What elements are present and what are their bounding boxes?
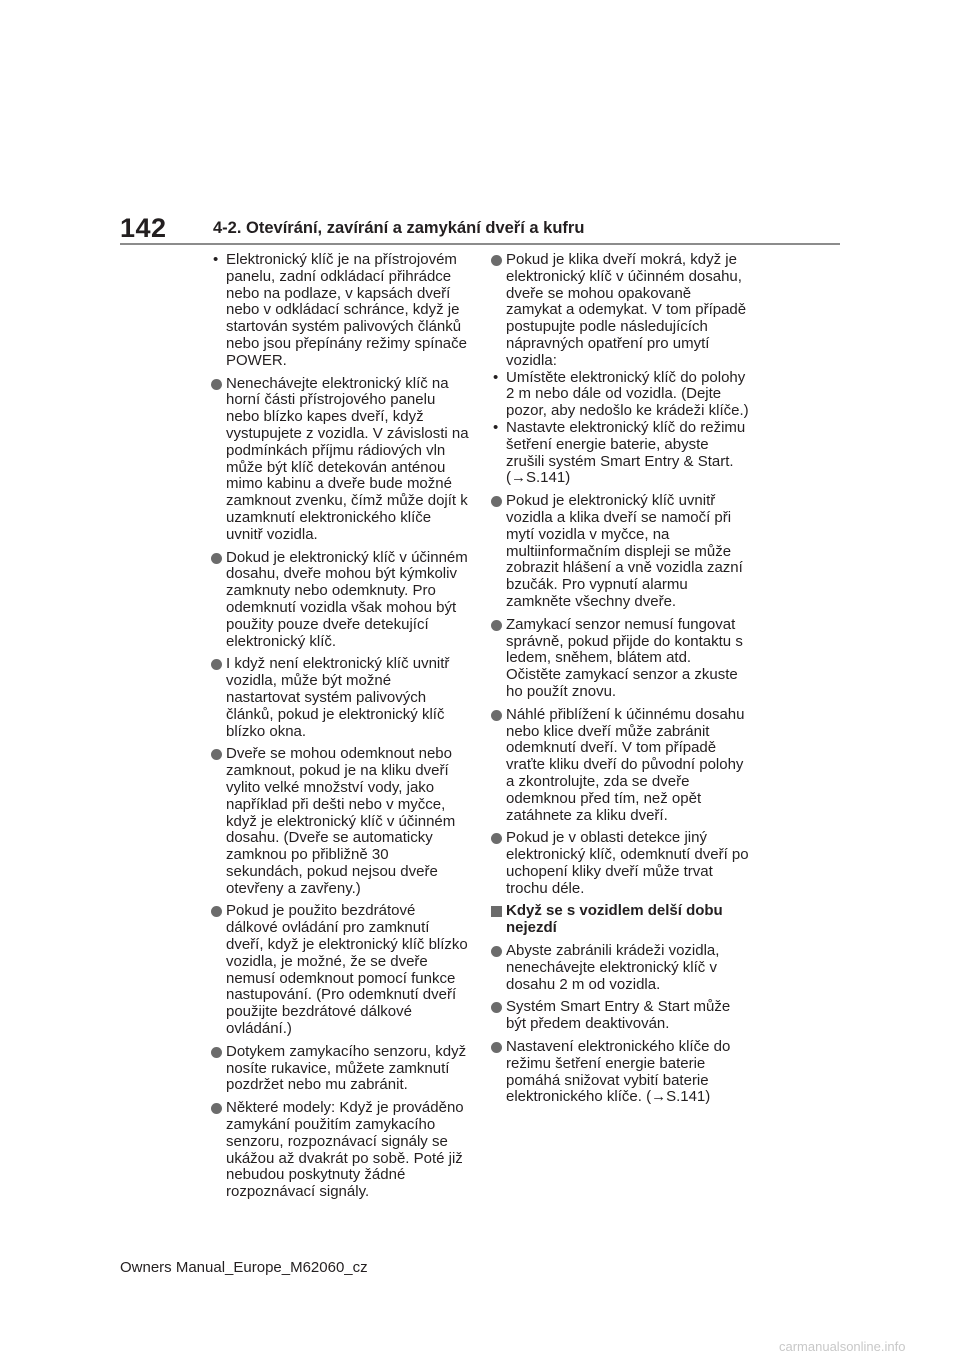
list-item-text: Pokud je použito bezdrátové dálkové ovládání pro zamknutí dveří, když je elektronický klíč blízko vozidla, je možné, že se dveře nemusí odemknout pomocí funkce nastupování. (Pro odemknutí dveří použijte bezdrátové dálkové ovládání.) — [226, 902, 468, 1038]
sub-item-text: Nastavte elektronický klíč do režimu šetření energie baterie, abyste zrušili systém Smart Entry & Start. (→S.141) — [506, 418, 746, 487]
list-item-text: Dotykem zamykacího senzoru, když nosíte rukavice, můžete zamknutí pozdržet nebo mu zabránit. — [226, 1042, 467, 1094]
bullet-dot-icon — [211, 553, 222, 564]
right-column — [491, 252, 749, 1112]
intro-sub-text: Elektronický klíč je na přístrojovém panelu, zadní odkládací přihrádce nebo na podlaze, v kapsách dveří nebo v odkládací schránce, když je startován systém palivových článků nebo jsou přepínány režimy spínače POWER. — [226, 251, 467, 369]
bullet-dot-icon — [491, 620, 502, 631]
bullet-dot-icon — [211, 906, 222, 917]
list-item — [491, 830, 749, 897]
list-item-text: Dveře se mohou odemknout nebo zamknout, pokud je na kliku dveří vylito velké množství vody, jako například při dešti nebo v myčce, když je elektronický klíč v účinném dosahu. (Dveře se automaticky zamknou po přibližně 30 sekundách, pokud nejsou dveře otevřeny a zavřeny.) — [226, 745, 456, 897]
list-item-text: Některé modely: Když je prováděno zamykání použitím zamykacího senzoru, rozpoznávací signály se ukážou až dvakrát po sobě. Poté již nebudou poskytnuty žádné rozpoznávací signály. — [226, 1099, 464, 1201]
bullet-dot-icon — [491, 255, 502, 266]
list-item — [211, 903, 469, 1037]
bullet-mark: • — [493, 368, 499, 386]
list-item-text: Dokud je elektronický klíč v účinném dosahu, dveře mohou být kýmkoliv zamknuty nebo odemknuty. Pro odemknutí vozidla však mohou být použity pouze dveře detekující elektronický klíč. — [226, 548, 468, 650]
list-item — [491, 252, 749, 370]
list-item — [211, 376, 469, 544]
list-item-text: Nenechávejte elektronický klíč na horní části přístrojového panelu nebo blízko kapes dveří, když vystupujete z vozidla. V závislosti na podmínkách příjmu rádiových vln může být klíč detekován anténou mimo kabinu a dveře bude možné zamknout zvenku, čímž může dojít k uzamknutí elektronického klíče uvnitř vozidla. — [226, 374, 469, 543]
list-item — [211, 550, 469, 651]
list-item-text: Náhlé přiblížení k účinnému dosahu nebo klice dveří může zabránit odemknutí dveří. V tom případě vraťte kliku dveří do původní polohy a zkontrolujte, zda se dveře odemknou před tím, než opět zatáhnete za kliku dveří. — [506, 705, 745, 824]
list-item — [491, 493, 749, 611]
footer-manual-id: Owners Manual_Europe_M62060_cz — [120, 1259, 368, 1276]
list-item — [491, 1039, 749, 1106]
section-heading-text: Když se s vozidlem delší dobu nejezdí — [506, 902, 723, 937]
list-item — [491, 707, 749, 825]
list-item — [491, 617, 749, 701]
list-item — [211, 1100, 469, 1201]
sub-item-text: Umístěte elektronický klíč do polohy 2 m nebo dále od vozidla. (Dejte pozor, aby nedošlo ke krádeži klíče.) — [506, 368, 749, 420]
bullet-dot-icon — [491, 1002, 502, 1013]
bullet-mark: • — [213, 251, 219, 268]
list-item — [491, 999, 749, 1033]
bullet-dot-icon — [491, 710, 502, 721]
bullet-dot-icon — [211, 1103, 222, 1114]
list-item-text: Zamykací senzor nemusí fungovat správně, pokud přijde do kontaktu s ledem, sněhem, blátem atd. Očistěte zamykací senzor a zkuste ho použít znovu. — [506, 615, 743, 700]
sub-item — [491, 370, 749, 420]
list-item-text: Pokud je klika dveří mokrá, když je elektronický klíč v účinném dosahu, dveře se mohou opakovaně zamykat a odemykat. V tom případě postupujte podle následujících nápravných opatření pro umytí vozidla: — [506, 251, 747, 369]
watermark: carmanualsonline.info — [779, 1339, 906, 1354]
list-item-text: Abyste zabránili krádeži vozidla, nenechávejte elektronický klíč v dosahu 2 m od vozidla. — [506, 942, 720, 993]
list-item-text: Pokud je v oblasti detekce jiný elektronický klíč, odemknutí dveří po uchopení kliky dveří může trvat trochu déle. — [506, 829, 749, 897]
list-item-text: I když není elektronický klíč uvnitř vozidla, může být možné nastartovat systém palivových článků, pokud je elektronický klíč blízko okna. — [226, 655, 450, 740]
bullet-dot-icon — [211, 1047, 222, 1058]
bullet-dot-icon — [211, 379, 222, 390]
section-title: 4-2. Otevírání, zavírání a zamykání dveří a kufru — [213, 219, 585, 237]
list-item — [211, 1044, 469, 1094]
bullet-dot-icon — [491, 496, 502, 507]
bullet-dot-icon — [211, 659, 222, 670]
bullet-mark: • — [493, 418, 499, 436]
bullet-dot-icon — [491, 833, 502, 844]
bullet-dot-icon — [211, 749, 222, 760]
header-divider — [120, 243, 840, 245]
square-bullet-icon — [491, 906, 502, 917]
section-heading — [491, 903, 749, 937]
list-item — [211, 746, 469, 897]
bullet-dot-icon — [491, 946, 502, 957]
page-number: 142 — [120, 213, 167, 243]
list-item — [491, 943, 749, 993]
intro-sub-item — [211, 252, 469, 370]
left-column — [211, 252, 469, 1207]
list-item-text: Nastavení elektronického klíče do režimu šetření energie baterie pomáhá snižovat vybití baterie elektronického klíče. (→S.141) — [506, 1038, 731, 1106]
list-item — [211, 656, 469, 740]
bullet-dot-icon — [491, 1042, 502, 1053]
list-item-text: Pokud je elektronický klíč uvnitř vozidla a klika dveří se namočí při mytí vozidla v myčce, na multiinformačním displeji se může zobrazit hlášení a vně vozidla zazní bzučák. Pro vypnutí alarmu zamkněte všechny dveře. — [506, 492, 743, 610]
list-item-text: Systém Smart Entry & Start může být předem deaktivován. — [506, 998, 731, 1033]
sub-item — [491, 420, 749, 487]
